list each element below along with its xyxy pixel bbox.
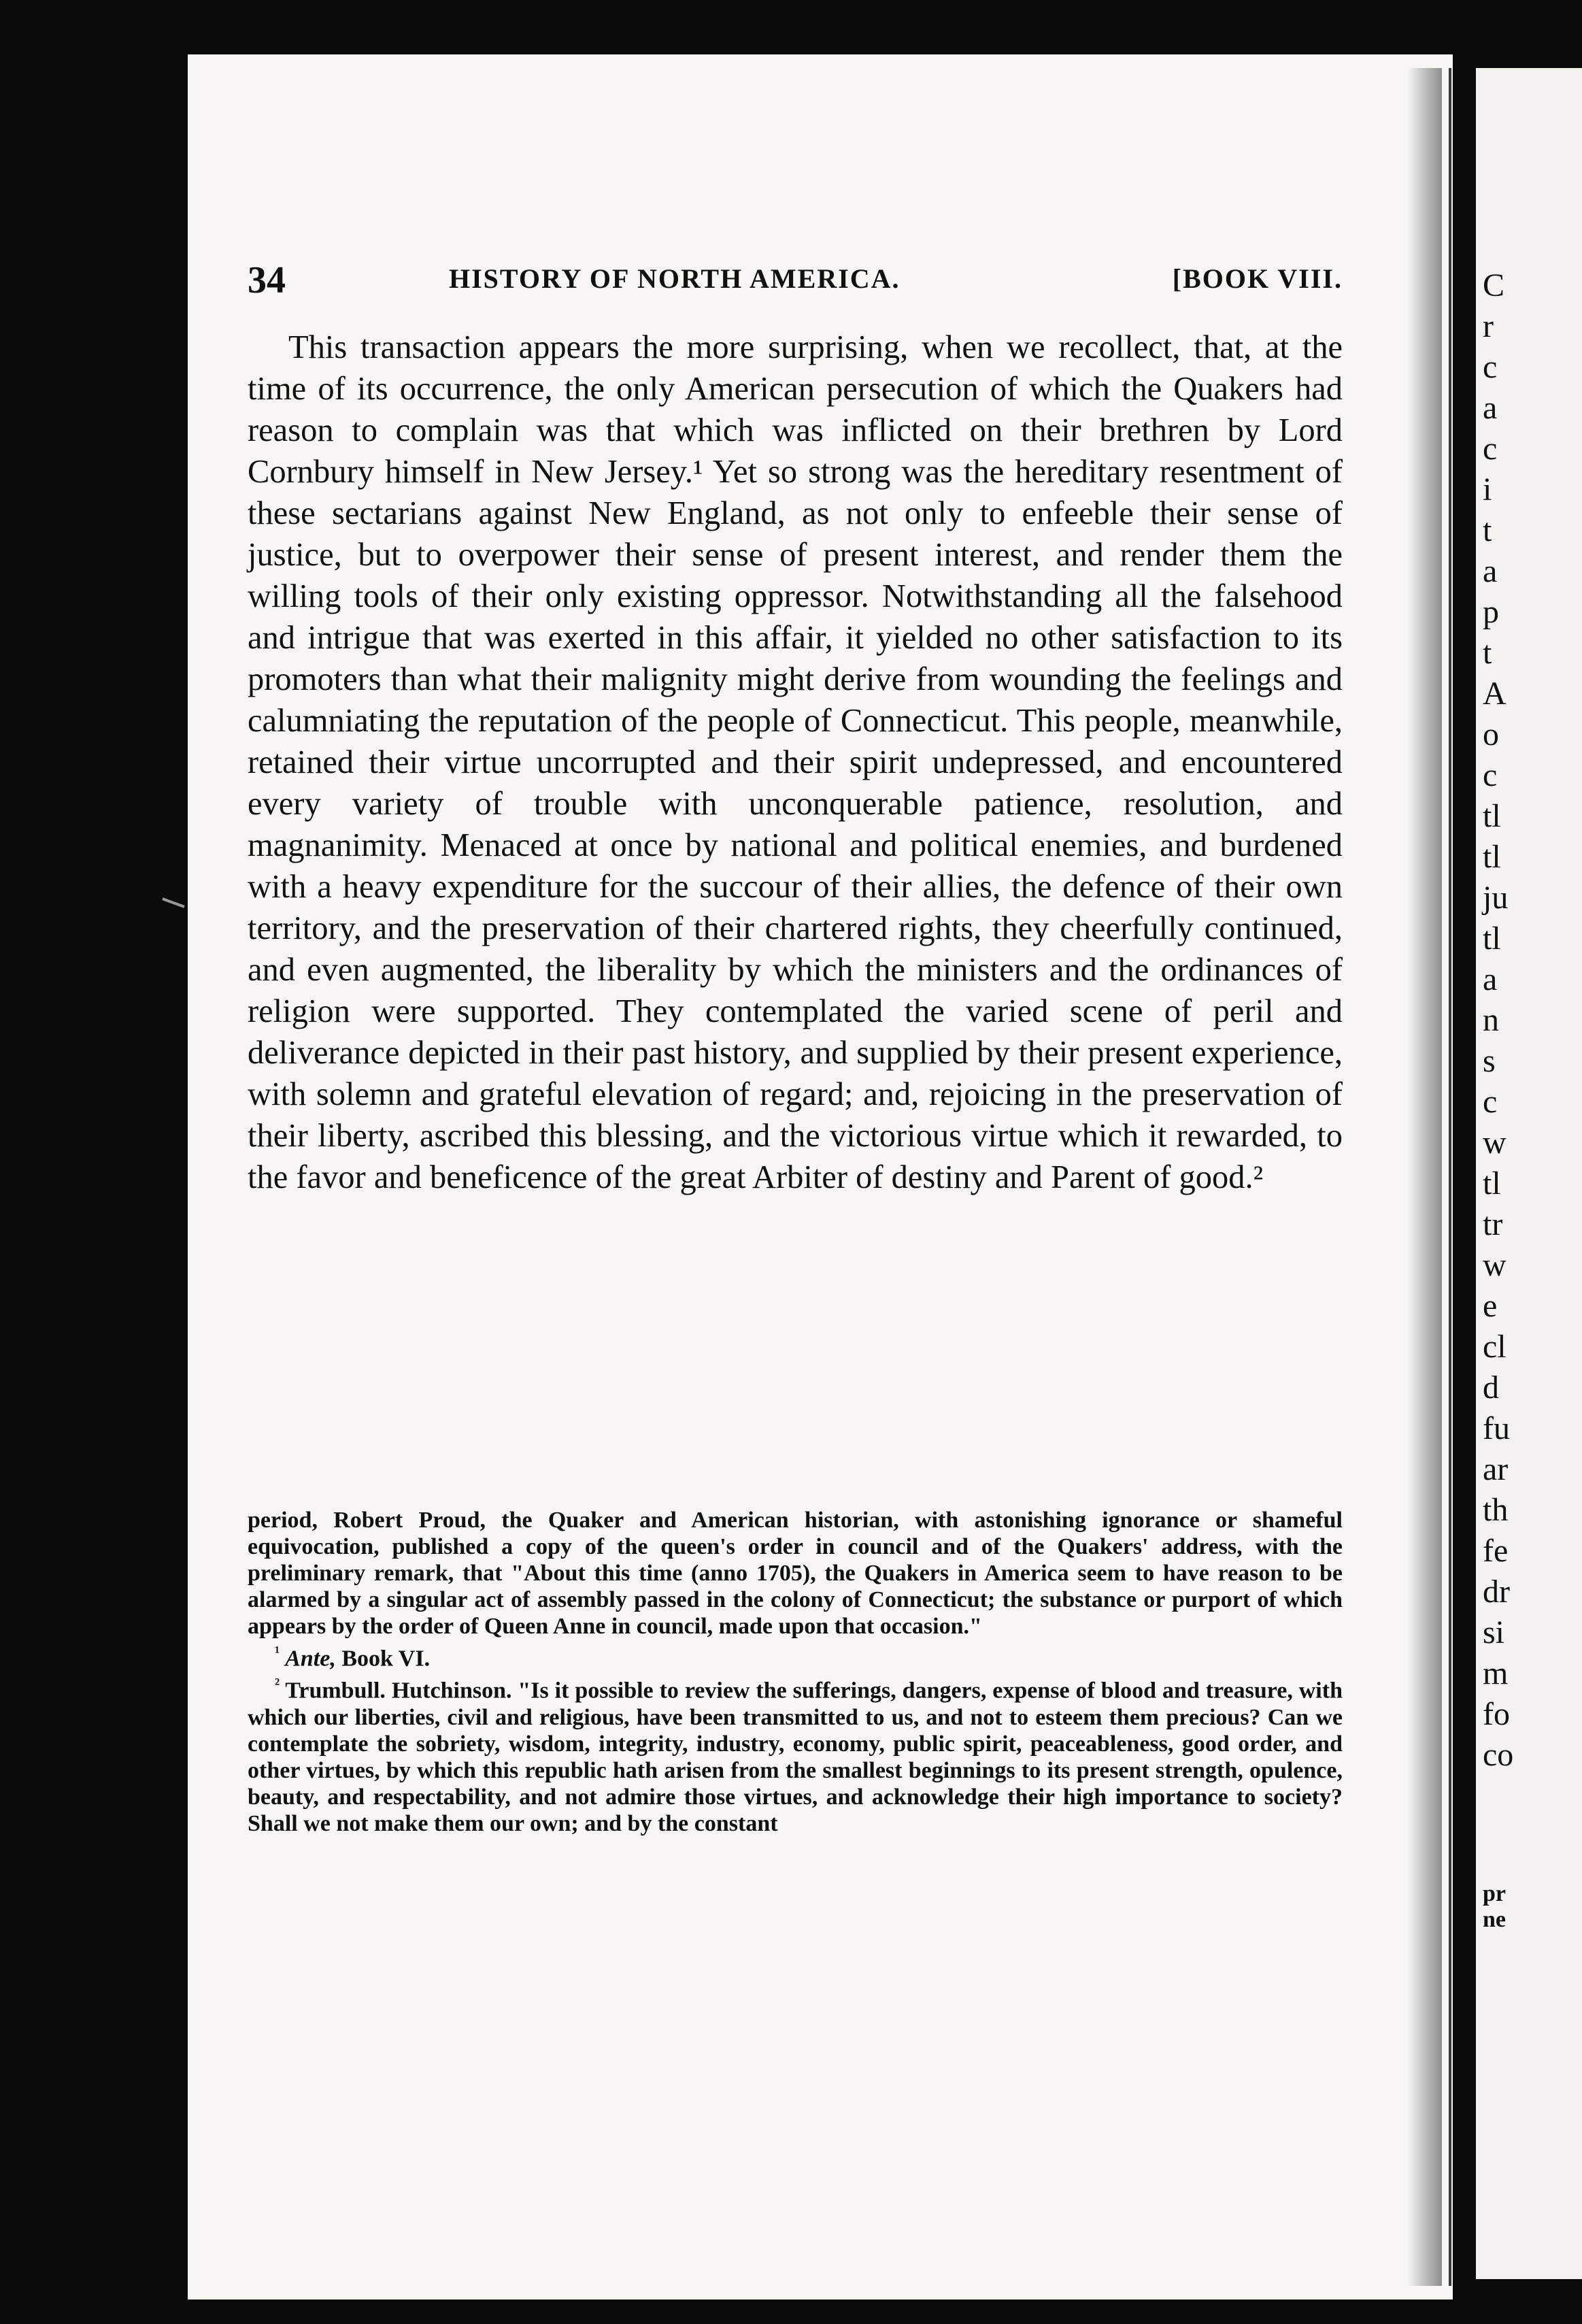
footnote-2-mark: ² [275, 1676, 280, 1694]
facing-line: tl [1483, 920, 1501, 957]
page-edge-line [1449, 68, 1451, 2286]
facing-line: p [1483, 594, 1499, 630]
facing-line: a [1483, 390, 1498, 426]
facing-line: ar [1483, 1451, 1509, 1487]
facing-line: th [1483, 1492, 1509, 1528]
facing-line: w [1483, 1247, 1507, 1283]
facing-line: tl [1483, 839, 1501, 875]
book-label: [BOOK VIII. [1172, 263, 1343, 294]
page-number: 34 [248, 259, 286, 301]
facing-line: fe [1483, 1533, 1509, 1569]
footnote-1 [248, 1640, 1343, 1672]
margin-mark [162, 897, 184, 908]
facing-line: co [1483, 1737, 1514, 1773]
facing-line: si [1483, 1614, 1505, 1650]
facing-line: a [1483, 961, 1498, 997]
footnote-2 [248, 1672, 1343, 1836]
facing-line: fu [1483, 1410, 1510, 1446]
facing-footnote-line: pr [1483, 1881, 1506, 1906]
facing-line: o [1483, 716, 1499, 752]
facing-footnote-line: ne [1483, 1907, 1506, 1932]
body-paragraph: This transaction appears the more surprising, when we recollect, that, at the time of its occurrence, the only American persecution of which the Quakers had reason to complain was that which was inflicted on their brethren by Lord Cornbury himself in New Jersey.¹ Yet so strong was the hereditary resentment of these sectarians against New England, as not only to enfeeble their sense of justice, but to overpower their sense of present interest, and render them the willing tools of their only existing oppressor. Notwithstanding all the falsehood and intrigue that was exerted in this affair, it yielded no other satisfaction to its promoters than what their malignity might derive from wounding the feelings and calumniating the reputation of the people of Connecticut. This people, meanwhile, retained their virtue uncorrupted and their spirit undepressed, and encountered every variety of trouble with unconquerable patience, resolution, and magnanimity. Menaced at once by national and political enemies, and burdened with a heavy expenditure for the succour of their allies, the defence of their own territory, and the preservation of their chartered rights, they cheerfully continued, and even augmented, the liberality by which the ministers and the ordinances of religion were supported. They contemplated the varied scene of peril and deliverance depicted in their past history, and supplied by their present experience, with solemn and grateful elevation of regard; and, rejoicing in the preservation of their liberty, ascribed this blessing, and the victorious virtue which it rewarded, to the favor and beneficence of the great Arbiter of destiny and Parent of good.² [248, 329, 1343, 1195]
facing-line: c [1483, 1084, 1498, 1120]
footnote-1-italic: Ante, [285, 1646, 336, 1672]
footnote-2-text: Trumbull. Hutchinson. "Is it possible to review the sufferings, dangers, expense of blood and treasure, with which our liberties, civil and religious, have been transmitted to us, and not to esteem them precious? Can we contemplate the sobriety, wisdom, integrity, industry, economy, public spirit, peaceableness, good order, and other virtues, by which this republic hath arisen from the smallest beginnings to its present strength, opulence, beauty, and respectability, and not admire those virtues, and acknowledge their high importance to society? Shall we not make them our own; and by the constant [248, 1678, 1343, 1836]
facing-line: tr [1483, 1206, 1503, 1242]
facing-line: tl [1483, 1165, 1501, 1201]
facing-line: i [1483, 471, 1492, 508]
facing-line: r [1483, 308, 1494, 344]
facing-line: ju [1483, 880, 1509, 916]
facing-line: fo [1483, 1696, 1510, 1732]
facing-line: tl [1483, 798, 1501, 834]
facing-header-fragment: C [1483, 267, 1505, 303]
facing-page-text [1483, 265, 1578, 1776]
facing-footnote-fragments [1483, 1881, 1506, 1933]
footnote-1-mark: ¹ [275, 1644, 280, 1661]
facing-line: n [1483, 1002, 1499, 1038]
facing-line: d [1483, 1370, 1499, 1406]
facing-line: cl [1483, 1329, 1507, 1365]
facing-line: t [1483, 512, 1492, 548]
facing-line: c [1483, 431, 1498, 467]
page-gutter-shadow [1408, 68, 1442, 2286]
facing-line: e [1483, 1288, 1498, 1324]
facing-line: w [1483, 1125, 1507, 1161]
footnote-1-text: Book VI. [341, 1646, 431, 1672]
facing-line: c [1483, 349, 1498, 385]
running-head: HISTORY OF NORTH AMERICA. [449, 263, 901, 294]
facing-line: s [1483, 1043, 1496, 1079]
facing-line: a [1483, 553, 1498, 589]
facing-line: dr [1483, 1574, 1510, 1610]
facing-line: m [1483, 1655, 1509, 1691]
facing-line: t [1483, 635, 1492, 671]
footnotes [248, 1507, 1343, 1837]
facing-line: A [1483, 676, 1507, 712]
footnote-continuation: period, Robert Proud, the Quaker and American historian, with astonishing ignorance or shameful equivocation, published a copy of the queen's order in council and of the Quakers' address, with the preliminary remark, that "About this time (anno 1705), the Quakers in America seem to have reason to be alarmed by a singular act of assembly passed in the colony of Connecticut; the substance or purport of which appears by the order of Queen Anne in council, made upon that occasion." [248, 1508, 1343, 1639]
facing-line: c [1483, 757, 1498, 793]
page-header [248, 259, 1343, 306]
